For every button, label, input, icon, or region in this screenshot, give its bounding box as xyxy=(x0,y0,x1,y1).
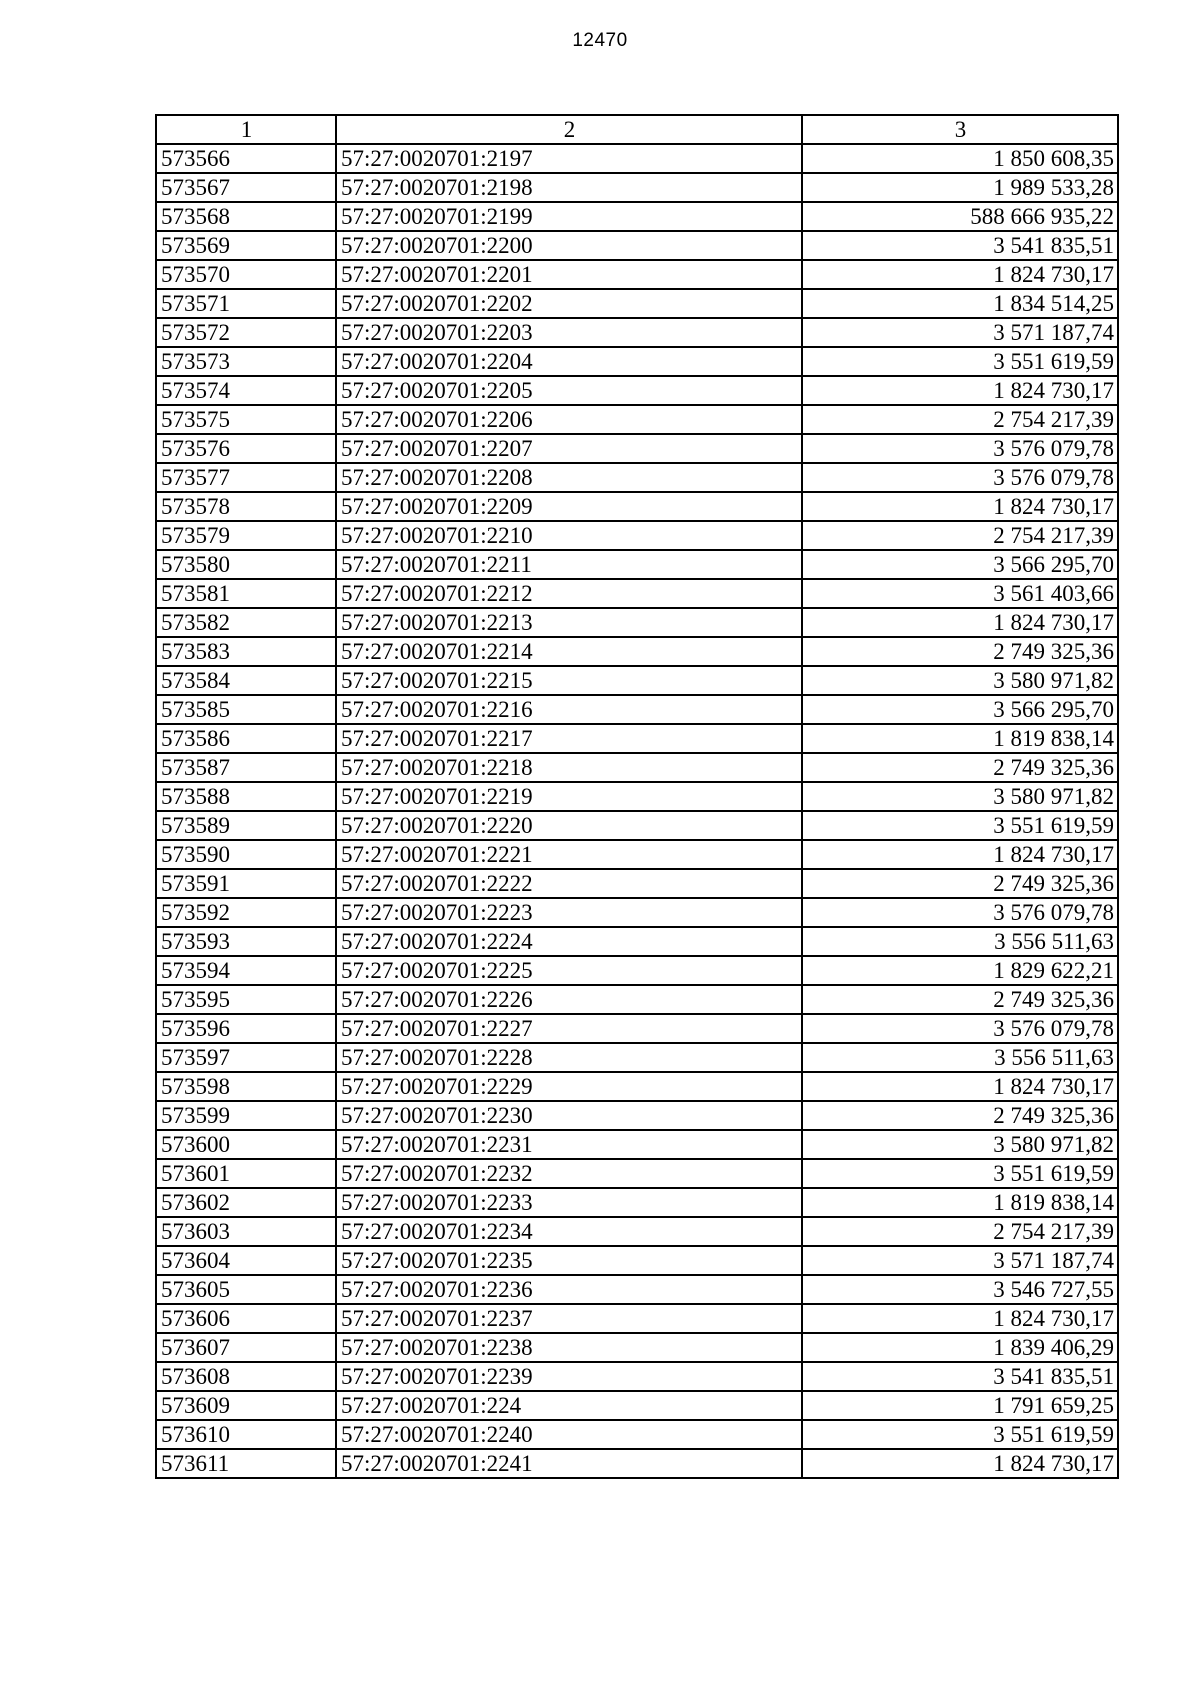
table-row xyxy=(156,637,1118,666)
row-number-cell: 573598 xyxy=(156,1072,336,1101)
cadastral-value-cell: 1 829 622,21 xyxy=(802,956,1118,985)
cadastral-number-cell: 57:27:0020701:2203 xyxy=(336,318,802,347)
table-row xyxy=(156,1362,1118,1391)
cadastral-number-cell: 57:27:0020701:2224 xyxy=(336,927,802,956)
cadastral-number-cell: 57:27:0020701:2218 xyxy=(336,753,802,782)
row-number-cell: 573596 xyxy=(156,1014,336,1043)
table-row xyxy=(156,724,1118,753)
row-number-cell: 573590 xyxy=(156,840,336,869)
table-row xyxy=(156,1043,1118,1072)
column-header-2: 2 xyxy=(336,115,802,144)
cadastral-number-cell: 57:27:0020701:2229 xyxy=(336,1072,802,1101)
cadastral-value-cell: 1 850 608,35 xyxy=(802,144,1118,173)
cadastral-value-cell: 2 754 217,39 xyxy=(802,405,1118,434)
cadastral-number-cell: 57:27:0020701:2241 xyxy=(336,1449,802,1478)
cadastral-number-cell: 57:27:0020701:2219 xyxy=(336,782,802,811)
cadastral-value-cell: 1 824 730,17 xyxy=(802,1304,1118,1333)
cadastral-number-cell: 57:27:0020701:224 xyxy=(336,1391,802,1420)
cadastral-value-cell: 1 824 730,17 xyxy=(802,492,1118,521)
table-row xyxy=(156,318,1118,347)
table-row xyxy=(156,405,1118,434)
row-number-cell: 573611 xyxy=(156,1449,336,1478)
row-number-cell: 573585 xyxy=(156,695,336,724)
cadastral-number-cell: 57:27:0020701:2206 xyxy=(336,405,802,434)
table-row xyxy=(156,1014,1118,1043)
cadastral-value-cell: 3 556 511,63 xyxy=(802,927,1118,956)
cadastral-value-cell: 2 749 325,36 xyxy=(802,637,1118,666)
table-header xyxy=(156,115,1118,144)
cadastral-value-cell: 1 824 730,17 xyxy=(802,1449,1118,1478)
cadastral-number-cell: 57:27:0020701:2198 xyxy=(336,173,802,202)
row-number-cell: 573591 xyxy=(156,869,336,898)
header-row xyxy=(156,115,1118,144)
cadastral-value-cell: 2 754 217,39 xyxy=(802,1217,1118,1246)
row-number-cell: 573582 xyxy=(156,608,336,637)
cadastral-number-cell: 57:27:0020701:2231 xyxy=(336,1130,802,1159)
row-number-cell: 573594 xyxy=(156,956,336,985)
row-number-cell: 573593 xyxy=(156,927,336,956)
row-number-cell: 573569 xyxy=(156,231,336,260)
row-number-cell: 573586 xyxy=(156,724,336,753)
cadastral-value-cell: 2 749 325,36 xyxy=(802,985,1118,1014)
cadastral-value-cell: 1 791 659,25 xyxy=(802,1391,1118,1420)
cadastral-number-cell: 57:27:0020701:2208 xyxy=(336,463,802,492)
cadastral-number-cell: 57:27:0020701:2204 xyxy=(336,347,802,376)
row-number-cell: 573588 xyxy=(156,782,336,811)
cadastral-value-cell: 3 551 619,59 xyxy=(802,1420,1118,1449)
table-row xyxy=(156,985,1118,1014)
cadastral-value-cell: 1 824 730,17 xyxy=(802,376,1118,405)
cadastral-number-cell: 57:27:0020701:2237 xyxy=(336,1304,802,1333)
cadastral-number-cell: 57:27:0020701:2235 xyxy=(336,1246,802,1275)
row-number-cell: 573578 xyxy=(156,492,336,521)
cadastral-value-cell: 3 546 727,55 xyxy=(802,1275,1118,1304)
table-row xyxy=(156,376,1118,405)
row-number-cell: 573579 xyxy=(156,521,336,550)
table-row xyxy=(156,260,1118,289)
table-row xyxy=(156,1449,1118,1478)
cadastral-number-cell: 57:27:0020701:2213 xyxy=(336,608,802,637)
cadastral-value-cell: 1 819 838,14 xyxy=(802,1188,1118,1217)
table-row xyxy=(156,579,1118,608)
row-number-cell: 573597 xyxy=(156,1043,336,1072)
cadastral-value-cell: 3 556 511,63 xyxy=(802,1043,1118,1072)
table-row xyxy=(156,753,1118,782)
table-row xyxy=(156,1420,1118,1449)
row-number-cell: 573576 xyxy=(156,434,336,463)
cadastral-number-cell: 57:27:0020701:2236 xyxy=(336,1275,802,1304)
table-row xyxy=(156,144,1118,173)
table-row xyxy=(156,782,1118,811)
table-row xyxy=(156,492,1118,521)
cadastral-value-cell: 2 754 217,39 xyxy=(802,521,1118,550)
cadastral-value-cell: 3 541 835,51 xyxy=(802,231,1118,260)
cadastral-number-cell: 57:27:0020701:2233 xyxy=(336,1188,802,1217)
row-number-cell: 573583 xyxy=(156,637,336,666)
cadastral-value-cell: 2 749 325,36 xyxy=(802,869,1118,898)
row-number-cell: 573606 xyxy=(156,1304,336,1333)
cadastral-number-cell: 57:27:0020701:2197 xyxy=(336,144,802,173)
cadastral-value-cell: 1 839 406,29 xyxy=(802,1333,1118,1362)
cadastral-number-cell: 57:27:0020701:2210 xyxy=(336,521,802,550)
cadastral-value-cell: 2 749 325,36 xyxy=(802,753,1118,782)
cadastral-number-cell: 57:27:0020701:2214 xyxy=(336,637,802,666)
row-number-cell: 573609 xyxy=(156,1391,336,1420)
table-row xyxy=(156,927,1118,956)
cadastral-value-cell: 1 834 514,25 xyxy=(802,289,1118,318)
row-number-cell: 573604 xyxy=(156,1246,336,1275)
cadastral-number-cell: 57:27:0020701:2226 xyxy=(336,985,802,1014)
row-number-cell: 573566 xyxy=(156,144,336,173)
row-number-cell: 573573 xyxy=(156,347,336,376)
row-number-cell: 573602 xyxy=(156,1188,336,1217)
cadastral-value-cell: 588 666 935,22 xyxy=(802,202,1118,231)
table-row xyxy=(156,956,1118,985)
cadastral-number-cell: 57:27:0020701:2200 xyxy=(336,231,802,260)
cadastral-value-cell: 3 576 079,78 xyxy=(802,898,1118,927)
table-row xyxy=(156,1333,1118,1362)
table-row xyxy=(156,1391,1118,1420)
cadastral-value-cell: 2 749 325,36 xyxy=(802,1101,1118,1130)
table-row xyxy=(156,1217,1118,1246)
cadastral-number-cell: 57:27:0020701:2227 xyxy=(336,1014,802,1043)
cadastral-value-cell: 3 561 403,66 xyxy=(802,579,1118,608)
cadastral-number-cell: 57:27:0020701:2209 xyxy=(336,492,802,521)
cadastral-number-cell: 57:27:0020701:2232 xyxy=(336,1159,802,1188)
table-row xyxy=(156,869,1118,898)
column-header-1: 1 xyxy=(156,115,336,144)
cadastral-value-cell: 3 580 971,82 xyxy=(802,1130,1118,1159)
table-row xyxy=(156,898,1118,927)
table-row xyxy=(156,608,1118,637)
row-number-cell: 573589 xyxy=(156,811,336,840)
row-number-cell: 573575 xyxy=(156,405,336,434)
table-row xyxy=(156,550,1118,579)
row-number-cell: 573608 xyxy=(156,1362,336,1391)
cadastral-value-cell: 1 989 533,28 xyxy=(802,173,1118,202)
cadastral-number-cell: 57:27:0020701:2205 xyxy=(336,376,802,405)
cadastral-number-cell: 57:27:0020701:2221 xyxy=(336,840,802,869)
cadastral-value-cell: 3 580 971,82 xyxy=(802,666,1118,695)
table-row xyxy=(156,1304,1118,1333)
row-number-cell: 573592 xyxy=(156,898,336,927)
table-row xyxy=(156,1159,1118,1188)
cadastral-value-table xyxy=(155,114,1119,1479)
row-number-cell: 573572 xyxy=(156,318,336,347)
cadastral-number-cell: 57:27:0020701:2202 xyxy=(336,289,802,318)
table-row xyxy=(156,1246,1118,1275)
row-number-cell: 573600 xyxy=(156,1130,336,1159)
table-row xyxy=(156,811,1118,840)
cadastral-value-cell: 3 551 619,59 xyxy=(802,1159,1118,1188)
table-row xyxy=(156,463,1118,492)
table-row xyxy=(156,1275,1118,1304)
table-body xyxy=(156,144,1118,1478)
cadastral-number-cell: 57:27:0020701:2220 xyxy=(336,811,802,840)
cadastral-value-cell: 1 824 730,17 xyxy=(802,608,1118,637)
page-number: 12470 xyxy=(572,30,628,51)
row-number-cell: 573587 xyxy=(156,753,336,782)
cadastral-value-cell: 3 551 619,59 xyxy=(802,347,1118,376)
table-row xyxy=(156,1188,1118,1217)
row-number-cell: 573567 xyxy=(156,173,336,202)
row-number-cell: 573571 xyxy=(156,289,336,318)
cadastral-number-cell: 57:27:0020701:2222 xyxy=(336,869,802,898)
row-number-cell: 573595 xyxy=(156,985,336,1014)
cadastral-value-cell: 1 819 838,14 xyxy=(802,724,1118,753)
table-row xyxy=(156,1072,1118,1101)
table-row xyxy=(156,695,1118,724)
cadastral-value-cell: 1 824 730,17 xyxy=(802,840,1118,869)
table-row xyxy=(156,231,1118,260)
row-number-cell: 573581 xyxy=(156,579,336,608)
row-number-cell: 573605 xyxy=(156,1275,336,1304)
table-row xyxy=(156,347,1118,376)
cadastral-value-cell: 3 576 079,78 xyxy=(802,434,1118,463)
row-number-cell: 573577 xyxy=(156,463,336,492)
cadastral-number-cell: 57:27:0020701:2234 xyxy=(336,1217,802,1246)
cadastral-number-cell: 57:27:0020701:2240 xyxy=(336,1420,802,1449)
cadastral-value-cell: 3 576 079,78 xyxy=(802,463,1118,492)
table-row xyxy=(156,1130,1118,1159)
table-row xyxy=(156,173,1118,202)
cadastral-number-cell: 57:27:0020701:2199 xyxy=(336,202,802,231)
cadastral-value-cell: 3 566 295,70 xyxy=(802,695,1118,724)
row-number-cell: 573584 xyxy=(156,666,336,695)
table-row xyxy=(156,289,1118,318)
cadastral-value-cell: 1 824 730,17 xyxy=(802,1072,1118,1101)
row-number-cell: 573580 xyxy=(156,550,336,579)
cadastral-value-cell: 3 576 079,78 xyxy=(802,1014,1118,1043)
table-row xyxy=(156,840,1118,869)
table-row xyxy=(156,202,1118,231)
table-row xyxy=(156,666,1118,695)
cadastral-value-cell: 1 824 730,17 xyxy=(802,260,1118,289)
cadastral-number-cell: 57:27:0020701:2239 xyxy=(336,1362,802,1391)
table-row xyxy=(156,521,1118,550)
cadastral-number-cell: 57:27:0020701:2207 xyxy=(336,434,802,463)
cadastral-number-cell: 57:27:0020701:2212 xyxy=(336,579,802,608)
row-number-cell: 573610 xyxy=(156,1420,336,1449)
cadastral-number-cell: 57:27:0020701:2217 xyxy=(336,724,802,753)
table-row xyxy=(156,1101,1118,1130)
cadastral-value-cell: 3 571 187,74 xyxy=(802,1246,1118,1275)
column-header-3: 3 xyxy=(802,115,1118,144)
cadastral-number-cell: 57:27:0020701:2223 xyxy=(336,898,802,927)
row-number-cell: 573603 xyxy=(156,1217,336,1246)
row-number-cell: 573601 xyxy=(156,1159,336,1188)
cadastral-number-cell: 57:27:0020701:2201 xyxy=(336,260,802,289)
cadastral-number-cell: 57:27:0020701:2225 xyxy=(336,956,802,985)
row-number-cell: 573570 xyxy=(156,260,336,289)
cadastral-value-cell: 3 571 187,74 xyxy=(802,318,1118,347)
cadastral-number-cell: 57:27:0020701:2228 xyxy=(336,1043,802,1072)
row-number-cell: 573599 xyxy=(156,1101,336,1130)
row-number-cell: 573574 xyxy=(156,376,336,405)
cadastral-value-cell: 3 551 619,59 xyxy=(802,811,1118,840)
cadastral-value-cell: 3 566 295,70 xyxy=(802,550,1118,579)
cadastral-number-cell: 57:27:0020701:2216 xyxy=(336,695,802,724)
cadastral-number-cell: 57:27:0020701:2238 xyxy=(336,1333,802,1362)
row-number-cell: 573568 xyxy=(156,202,336,231)
cadastral-number-cell: 57:27:0020701:2215 xyxy=(336,666,802,695)
row-number-cell: 573607 xyxy=(156,1333,336,1362)
cadastral-number-cell: 57:27:0020701:2211 xyxy=(336,550,802,579)
table-row xyxy=(156,434,1118,463)
cadastral-value-cell: 3 541 835,51 xyxy=(802,1362,1118,1391)
cadastral-number-cell: 57:27:0020701:2230 xyxy=(336,1101,802,1130)
cadastral-value-cell: 3 580 971,82 xyxy=(802,782,1118,811)
